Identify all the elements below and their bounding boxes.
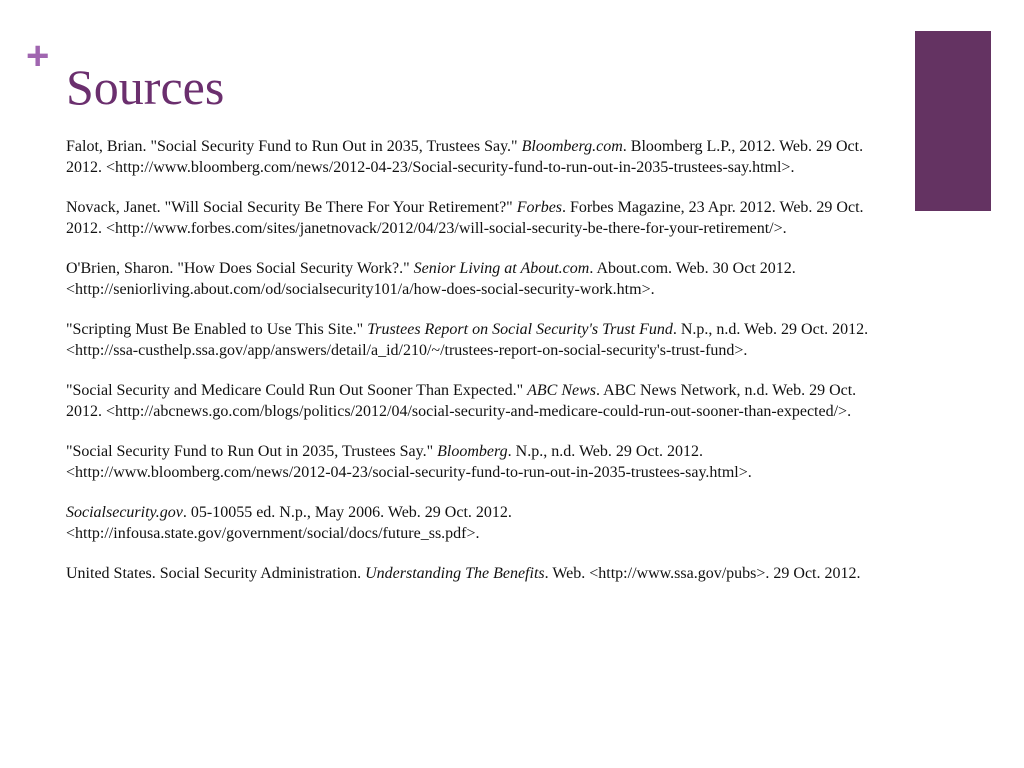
source-publication: Forbes — [516, 199, 563, 216]
accent-bar — [915, 31, 991, 211]
source-entry: "Social Security Fund to Run Out in 2035, Trustees Say." Bloomberg. N.p., n.d. Web. 29 Oct. 2012. <http://www.bloomberg.com/news/2012-04-23/social-security-fund-to-run-out-in-2035-trustees-say.html>. — [66, 443, 752, 481]
source-publication: Understanding The Benefits — [365, 565, 545, 582]
source-entry: Socialsecurity.gov. 05-10055 ed. N.p., May 2006. Web. 29 Oct. 2012. <http://infousa.state.gov/government/social/docs/future_ss.pdf>. — [66, 504, 512, 542]
source-entry: "Social Security and Medicare Could Run Out Sooner Than Expected." ABC News. ABC News Network, n.d. Web. 29 Oct. 2012. <http://abcnews.go.com/blogs/politics/2012/04/social-security-and-medicare-could-run-out-sooner-than-expected/>. — [66, 382, 857, 420]
source-entry: Novack, Janet. "Will Social Security Be There For Your Retirement?" Forbes. Forbes Magazine, 23 Apr. 2012. Web. 29 Oct. 2012. <http://www.forbes.com/sites/janetnovack/2012/04/23/will-social-security-be-there-for-your-retirement/>. — [66, 199, 864, 237]
source-entry: United States. Social Security Administration. Understanding The Benefits. Web. <http://www.ssa.gov/pubs>. 29 Oct. 2012. — [66, 565, 861, 582]
slide-title: Sources — [66, 59, 225, 115]
source-publication: Bloomberg.com — [521, 138, 623, 155]
source-publication: ABC News — [527, 382, 596, 399]
sources-list — [66, 137, 896, 585]
source-publication: Trustees Report on Social Security's Trust Fund — [367, 321, 673, 338]
plus-icon: + — [26, 34, 50, 78]
source-entry: Falot, Brian. "Social Security Fund to Run Out in 2035, Trustees Say." Bloomberg.com. Bloomberg L.P., 2012. Web. 29 Oct. 2012. <http://www.bloomberg.com/news/2012-04-23/Social-security-fund-to-run-out-in-2035-trustees-say.html>. — [66, 138, 864, 176]
source-publication: Senior Living at About.com — [413, 260, 590, 277]
source-entry: "Scripting Must Be Enabled to Use This Site." Trustees Report on Social Security's Trust Fund. N.p., n.d. Web. 29 Oct. 2012. <http://ssa-custhelp.ssa.gov/app/answers/detail/a_id/210/~/trustees-report-on-social-security's-trust-fund>. — [66, 321, 869, 359]
source-publication: Socialsecurity.gov — [66, 504, 183, 521]
source-publication: Bloomberg — [437, 443, 508, 460]
source-entry: O'Brien, Sharon. "How Does Social Security Work?." Senior Living at About.com. About.com. Web. 30 Oct 2012. <http://seniorliving.about.com/od/socialsecurity101/a/how-does-social-security-work.htm>. — [66, 260, 796, 298]
